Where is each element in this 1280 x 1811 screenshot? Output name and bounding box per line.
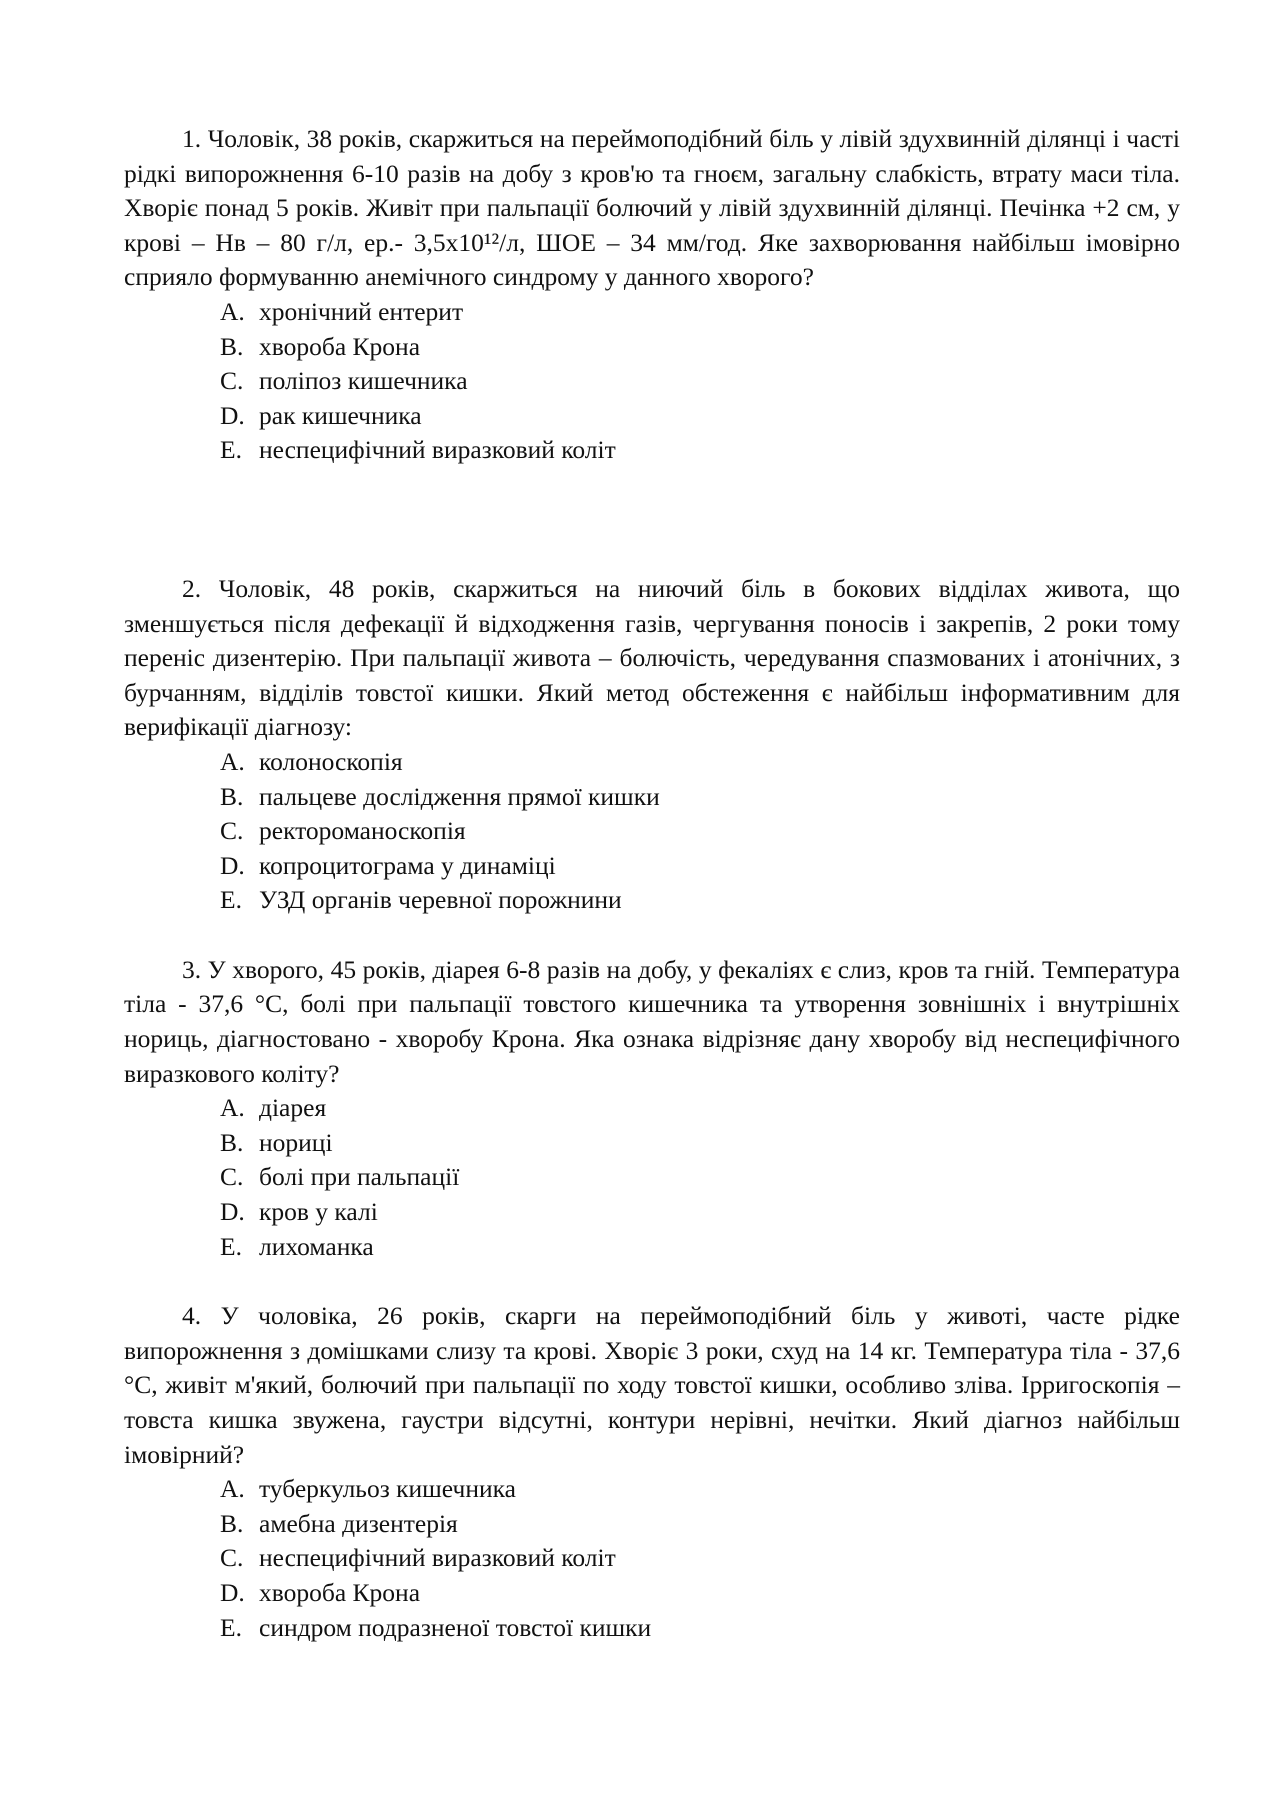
option-text: амебна дизентерія xyxy=(259,1508,458,1538)
option-letter: E. xyxy=(220,885,242,915)
answer-option-c xyxy=(220,814,1180,849)
answer-option-a xyxy=(220,295,1180,330)
answer-option-b xyxy=(220,1126,1180,1161)
option-letter: B. xyxy=(220,1127,244,1157)
option-letter: A. xyxy=(220,1474,245,1504)
option-text: копроцитограма у динаміці xyxy=(259,850,556,880)
document-page xyxy=(124,122,1180,1645)
option-letter: C. xyxy=(220,1543,244,1573)
option-text: поліпоз кишечника xyxy=(259,366,468,396)
answer-option-e xyxy=(220,1611,1180,1646)
option-letter: E. xyxy=(220,1612,242,1642)
option-letter: A. xyxy=(220,296,245,326)
question-1 xyxy=(124,122,1180,468)
option-text: кров у калі xyxy=(259,1197,378,1227)
option-text: хвороба Крона xyxy=(259,1577,421,1607)
answer-option-a xyxy=(220,1472,1180,1507)
answer-option-e xyxy=(220,883,1180,918)
option-text: нориці xyxy=(259,1127,333,1157)
option-text: рак кишечника xyxy=(259,400,422,430)
option-text: ректороманоскопія xyxy=(259,816,466,846)
answer-options xyxy=(124,1091,1180,1264)
option-letter: A. xyxy=(220,1093,245,1123)
option-text: УЗД органів черевної порожнини xyxy=(259,885,622,915)
option-letter: E. xyxy=(220,1231,242,1261)
answer-option-e xyxy=(220,433,1180,468)
question-3 xyxy=(124,953,1180,1264)
answer-options xyxy=(124,1472,1180,1645)
option-letter: D. xyxy=(220,1197,245,1227)
option-text: неспецифічний виразковий коліт xyxy=(259,435,616,465)
answer-option-d xyxy=(220,399,1180,434)
spacer xyxy=(124,918,1180,953)
answer-option-b xyxy=(220,780,1180,815)
option-text: діарея xyxy=(259,1093,327,1123)
option-letter: B. xyxy=(220,1508,244,1538)
option-letter: D. xyxy=(220,850,245,880)
option-text: хронічний ентерит xyxy=(259,296,464,326)
option-text: хвороба Крона xyxy=(259,331,421,361)
option-text: болі при пальпації xyxy=(259,1162,460,1192)
option-letter: B. xyxy=(220,331,244,361)
option-letter: C. xyxy=(220,816,244,846)
answer-option-d xyxy=(220,849,1180,884)
answer-option-e xyxy=(220,1230,1180,1265)
option-letter: C. xyxy=(220,366,244,396)
answer-option-a xyxy=(220,1091,1180,1126)
option-text: лихоманка xyxy=(259,1231,374,1261)
answer-options xyxy=(124,295,1180,468)
option-letter: C. xyxy=(220,1162,244,1192)
option-letter: B. xyxy=(220,781,244,811)
option-text: пальцеве дослідження прямої кишки xyxy=(259,781,660,811)
question-stem: 1. Чоловік, 38 років, скаржиться на переймоподібний біль у лівій здухвинній ділянці і часті рідкі випорожнення 6-10 разів на добу з кров'ю та гноєм, загальну слабкість, втрату маси тіла. Хворіє понад 5 років. Живіт при пальпації болючий у лівій здухвинній ділянці. Печінка +2 см, у крові – Нв – 80 г/л, ер.- 3,5x10¹²/л, ШОЕ – 34 мм/год. Яке захворювання найбільш імовірно сприяло формуванню анемічного синдрому у данного хворого? xyxy=(124,124,1180,292)
option-text: туберкульоз кишечника xyxy=(259,1474,516,1504)
question-4 xyxy=(124,1299,1180,1645)
spacer xyxy=(124,1264,1180,1299)
answer-option-d xyxy=(220,1576,1180,1611)
answer-option-b xyxy=(220,330,1180,365)
option-letter: D. xyxy=(220,400,245,430)
option-text: колоноскопія xyxy=(259,746,403,776)
option-letter: E. xyxy=(220,435,242,465)
answer-options xyxy=(124,745,1180,918)
question-stem: 4. У чоловіка, 26 років, скарги на переймоподібний біль у животі, часте рідке випорожнення з домішками слизу та крові. Хворіє 3 роки, схуд на 14 кг. Температура тіла - 37,6 °C, живіт м'який, болючий при пальпації по ходу товстої кишки, особливо зліва. Ірригоскопія – товста кишка звужена, гаустри відсутні, контури нерівні, нечітки. Який діагноз найбільш імовірний? xyxy=(124,1301,1180,1469)
option-text: неспецифічний виразковий коліт xyxy=(259,1543,616,1573)
answer-option-c xyxy=(220,1541,1180,1576)
answer-option-c xyxy=(220,364,1180,399)
answer-option-d xyxy=(220,1195,1180,1230)
question-2 xyxy=(124,572,1180,918)
answer-option-c xyxy=(220,1160,1180,1195)
question-stem: 2. Чоловік, 48 років, скаржиться на ниючий біль в бокових відділах живота, що зменшується після дефекації й відходження газів, чергування поносів і закрепів, 2 роки тому переніс дизентерію. При пальпації живота – болючість, чередування спазмованих і атонічних, з бурчанням, відділів товстої кишки. Який метод обстеження є найбільш інформативним для верифікації діагнозу: xyxy=(124,573,1180,742)
spacer xyxy=(124,468,1180,572)
answer-option-a xyxy=(220,745,1180,780)
option-text: синдром подразненої товстої кишки xyxy=(259,1612,652,1642)
answer-option-b xyxy=(220,1507,1180,1542)
option-letter: A. xyxy=(220,746,245,776)
option-letter: D. xyxy=(220,1577,245,1607)
question-stem: 3. У хворого, 45 років, діарея 6-8 разів на добу, у фекаліях є слиз, кров та гній. Температура тіла - 37,6 °C, болі при пальпації товстого кишечника та утворення зовнішніх і внутрішніх нориць, діагностовано - хворобу Крона. Яка ознака відрізняє дану хворобу від неспецифічного виразкового коліту? xyxy=(124,954,1180,1088)
